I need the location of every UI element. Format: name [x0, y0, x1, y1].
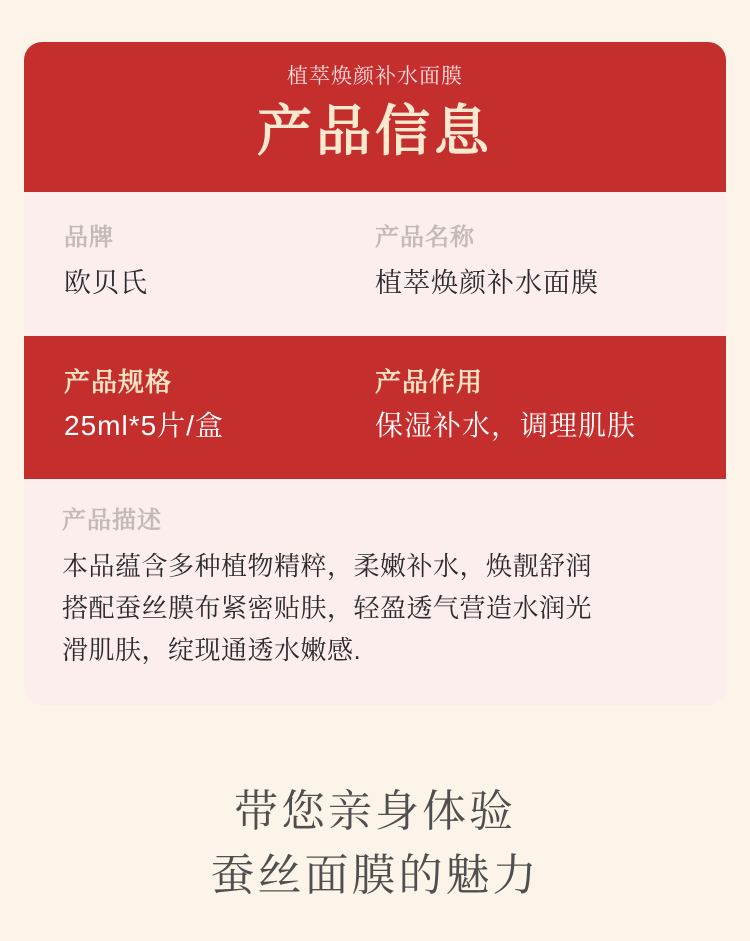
brand-value: 欧贝氏	[64, 268, 148, 299]
basic-info-row	[24, 192, 726, 336]
page-title: 产品信息	[256, 100, 493, 163]
description-line-2: 搭配蚕丝膜布紧密贴肤，轻盈透气营造水润光	[62, 592, 593, 623]
card-header	[24, 42, 726, 192]
header-subtitle: 植萃焕颜补水面膜	[287, 65, 463, 88]
description-section	[24, 479, 726, 705]
product-name-value: 植萃焕颜补水面膜	[375, 268, 599, 299]
product-name-label: 产品名称	[375, 223, 475, 251]
product-name-field	[375, 222, 686, 302]
slogan-line-1: 带您亲身体验	[234, 787, 516, 836]
slogan-line-2: 蚕丝面膜的魅力	[210, 850, 540, 900]
effect-label: 产品作用	[375, 366, 484, 397]
brand-label: 品牌	[64, 223, 114, 251]
description-label: 产品描述	[62, 507, 162, 535]
brand-field	[64, 222, 375, 302]
spec-effect-row	[24, 336, 726, 480]
spec-field	[64, 366, 375, 446]
description-line-1: 本品蕴含多种植物精粹，柔嫩补水，焕靓舒润	[62, 551, 593, 582]
product-info-card	[24, 42, 726, 705]
spec-value: 25ml*5片/盒	[64, 410, 224, 442]
description-line-3: 滑肌肤，绽现通透水嫩感.	[62, 634, 362, 665]
slogan-block	[0, 780, 750, 908]
effect-field	[375, 366, 686, 446]
spec-label: 产品规格	[64, 366, 173, 397]
effect-value: 保湿补水，调理肌肤	[375, 410, 637, 442]
